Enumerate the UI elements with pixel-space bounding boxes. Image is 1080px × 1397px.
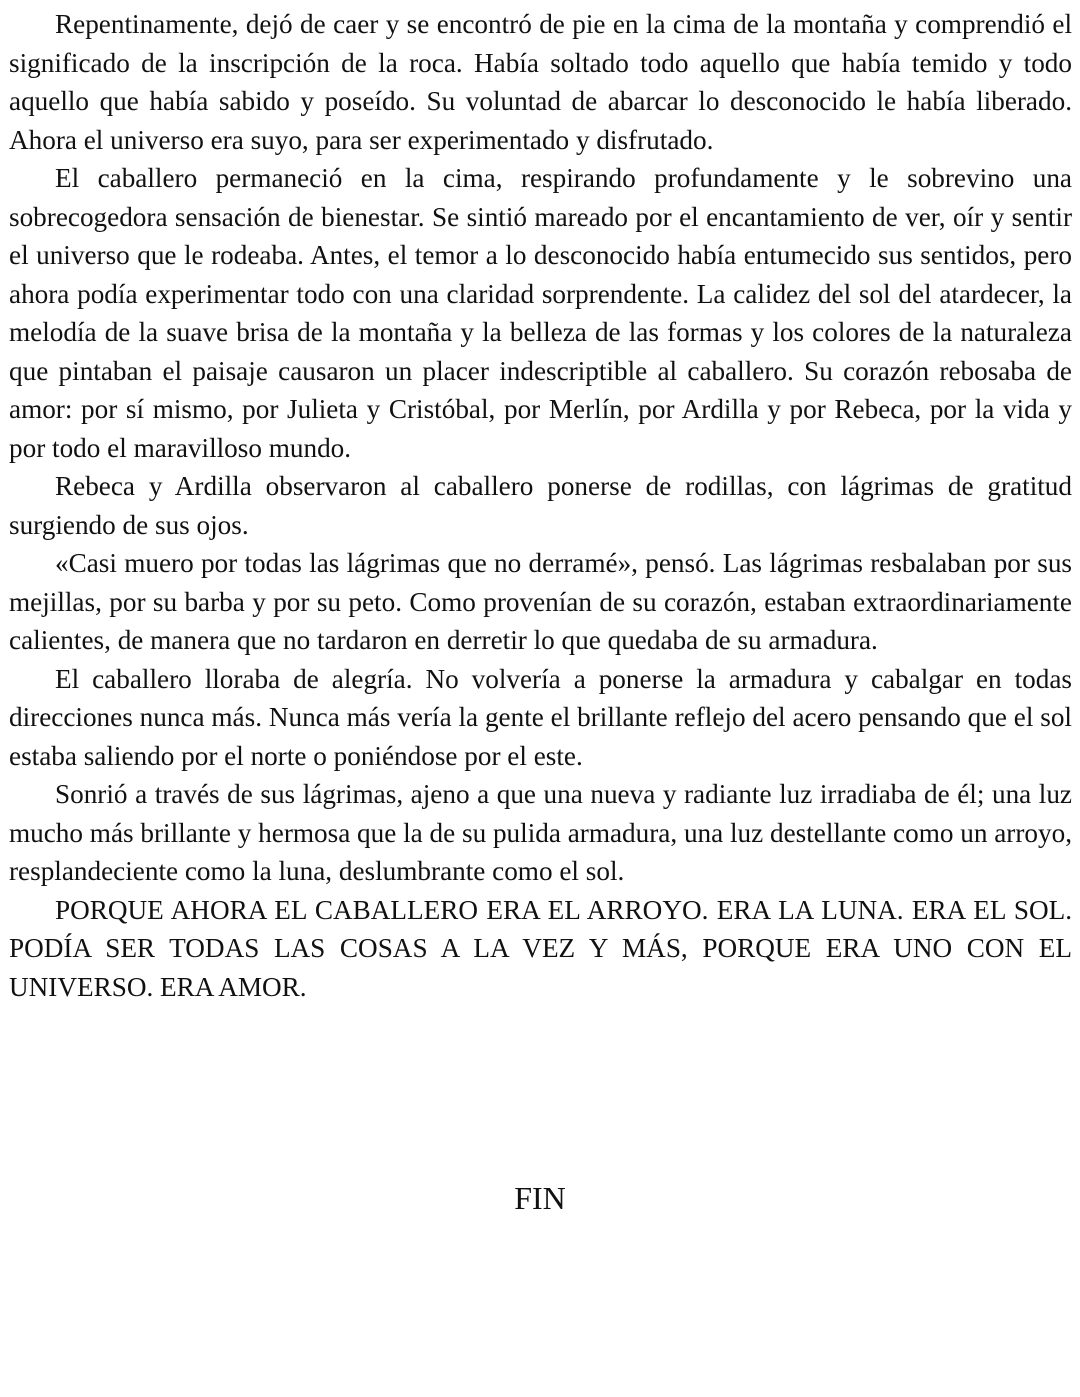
ending-title: FIN bbox=[514, 1180, 566, 1216]
paragraph-reaching-summit: Repentinamente, dejó de caer y se encontró de pie en la cima de la montaña y comprendió el significado de la inscripción de la roca. Había soltado todo aquello que había temido y todo aquello que había sabido y poseído. Su voluntad de abarcar lo desconocido le había liberado. Ahora el universo era suyo, para ser experimentado y disfrutado. bbox=[9, 9, 1072, 155]
paragraph-sense-of-wellbeing: El caballero permaneció en la cima, respirando profundamente y le sobrevino una sobrecogedora sensación de bienestar. Se sintió mareado por el encantamiento de ver, oír y sentir el universo que le rodeaba. Antes, el temor a lo desconocido había entumecido sus sentidos, pero ahora podía experimentar todo con una claridad sorprendente. La calidez del sol del atardecer, la melodía de la suave brisa de la montaña y la belleza de las formas y los colores de la naturaleza que pintaban el paisaje causaron un placer indescriptible al caballero. Su corazón rebosaba de amor: por sí mismo, por Julieta y Cristóbal, por Merlín, por Ardilla y por Rebeca, por la vida y por todo el maravilloso mundo. bbox=[9, 163, 1072, 463]
paragraph-tears: «Casi muero por todas las lágrimas que no derramé», pensó. Las lágrimas resbalaban por sus mejillas, por su barba y por su peto. Como provenían de su corazón, estaban extraordinariamente calientes, de manera que no tardaron en derretir lo que quedaba de su armadura. bbox=[9, 548, 1072, 655]
paragraph-radiant-light: Sonrió a través de sus lágrimas, ajeno a que una nueva y radiante luz irradiaba de él; una luz mucho más brillante y hermosa que la de su pulida armadura, una luz destellante como un arroyo, resplandeciente como la luna, deslumbrante como el sol. bbox=[9, 779, 1072, 886]
paragraph-kneeling: Rebeca y Ardilla observaron al caballero ponerse de rodillas, con lágrimas de gratitud surgiendo de sus ojos. bbox=[9, 471, 1072, 540]
paragraph-closing-uppercase: PORQUE AHORA EL CABALLERO ERA EL ARROYO. ERA LA LUNA. ERA EL SOL. PODÍA SER TODAS LAS COSAS A LA VEZ Y MÁS, PORQUE ERA UNO CON EL UNIVERSO. ERA AMOR. bbox=[9, 894, 1072, 1002]
paragraph-crying-joy: El caballero lloraba de alegría. No volvería a ponerse la armadura y cabalgar en todas direcciones nunca más. Nunca más vería la gente el brillante reflejo del acero pensando que el sol estaba saliendo por el norte o poniéndose por el este. bbox=[9, 663, 1072, 771]
book-page-text bbox=[9, 5, 1072, 1006]
